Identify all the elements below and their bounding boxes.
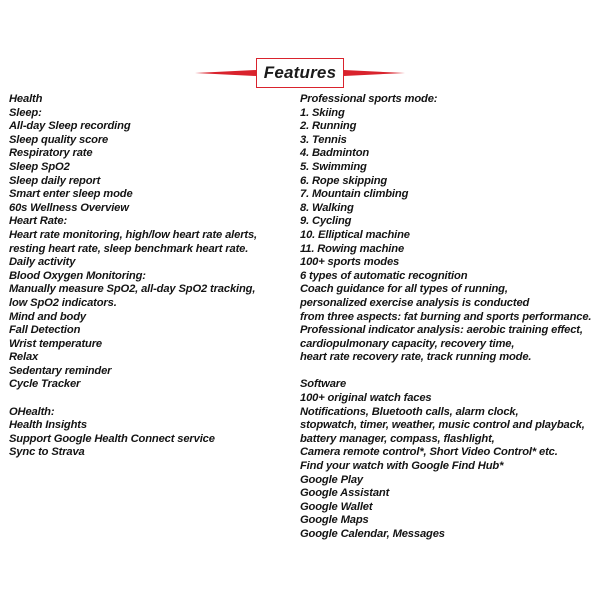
feature-line: 2. Running xyxy=(300,120,357,133)
feature-line: Fall Detection xyxy=(9,324,81,337)
feature-line: Relax xyxy=(9,351,39,364)
sports-software-features-column xyxy=(300,93,598,542)
feature-line: low SpO2 indicators. xyxy=(9,296,117,309)
health-features-column xyxy=(9,93,294,460)
features-header xyxy=(0,50,600,96)
feature-line: Daily activity xyxy=(9,256,76,269)
feature-line: 100+ original watch faces xyxy=(300,392,432,405)
feature-line: Cycle Tracker xyxy=(9,378,81,391)
title-box xyxy=(256,58,344,88)
feature-line: Sedentary reminder xyxy=(9,364,112,377)
feature-line: Google Wallet xyxy=(300,500,373,513)
feature-line: Camera remote control*, Short Video Control* etc. xyxy=(300,446,558,459)
feature-line: stopwatch, timer, weather, music control and playback, xyxy=(300,419,585,432)
feature-line: heart rate recovery rate, track running mode. xyxy=(300,351,532,364)
feature-line: All-day Sleep recording xyxy=(9,120,131,133)
feature-line: Sleep daily report xyxy=(9,174,101,187)
feature-line: Sleep quality score xyxy=(9,133,109,146)
feature-line: Mind and body xyxy=(9,310,86,323)
feature-line: Professional indicator analysis: aerobic training effect, xyxy=(300,324,583,337)
right-red-swoosh xyxy=(344,70,405,76)
spacer-line xyxy=(300,365,598,379)
feature-line: 10. Elliptical machine xyxy=(300,228,410,241)
feature-line: 8. Walking xyxy=(300,201,354,214)
page-title: Features xyxy=(263,63,337,82)
feature-line: Health Insights xyxy=(9,419,87,432)
feature-line: Google Calendar, Messages xyxy=(300,528,445,540)
feature-line: Notifications, Bluetooth calls, alarm clock, xyxy=(300,405,519,418)
feature-line: resting heart rate, sleep benchmark heart rate. xyxy=(9,242,249,255)
feature-line: Heart Rate: xyxy=(9,215,68,228)
spacer-line xyxy=(9,392,294,406)
feature-line: Support Google Health Connect service xyxy=(9,432,215,445)
feature-line: personalized exercise analysis is conducted xyxy=(300,296,530,309)
feature-line: 100+ sports modes xyxy=(300,256,400,269)
feature-line: Google Play xyxy=(300,473,364,486)
feature-line: Wrist temperature xyxy=(9,337,102,350)
feature-line: 6. Rope skipping xyxy=(300,174,388,187)
feature-line: 7. Mountain climbing xyxy=(300,188,409,201)
feature-line: 9. Cycling xyxy=(300,215,352,228)
feature-line: OHealth: xyxy=(9,405,55,418)
feature-line: Google Assistant xyxy=(300,487,390,500)
feature-line: 5. Swimming xyxy=(300,160,367,173)
feature-line: battery manager, compass, flashlight, xyxy=(300,432,495,445)
feature-line: Sleep: xyxy=(9,106,42,119)
feature-line: Google Maps xyxy=(300,514,369,527)
feature-line: Sync to Strava xyxy=(9,446,85,459)
feature-line: Respiratory rate xyxy=(9,147,93,160)
feature-line: 60s Wellness Overview xyxy=(9,201,129,214)
left-red-swoosh xyxy=(195,70,256,76)
feature-line: Health xyxy=(9,93,43,105)
feature-line: Smart enter sleep mode xyxy=(9,188,133,201)
feature-line: Blood Oxygen Monitoring: xyxy=(9,269,146,282)
feature-line: 6 types of automatic recognition xyxy=(300,269,468,282)
feature-line: Heart rate monitoring, high/low heart rate alerts, xyxy=(9,228,257,241)
feature-line: Software xyxy=(300,378,347,391)
feature-line: from three aspects: fat burning and sports performance. xyxy=(300,310,592,323)
feature-line: 1. Skiing xyxy=(300,106,345,119)
feature-line: Sleep SpO2 xyxy=(9,160,70,173)
feature-line: 4. Badminton xyxy=(300,147,370,160)
feature-line: cardiopulmonary capacity, recovery time, xyxy=(300,337,515,350)
feature-line: Find your watch with Google Find Hub* xyxy=(300,460,504,473)
feature-line: Professional sports mode: xyxy=(300,93,438,105)
feature-line: Coach guidance for all types of running, xyxy=(300,283,508,296)
feature-line: 11. Rowing machine xyxy=(300,242,405,255)
feature-line: Manually measure SpO2, all-day SpO2 tracking, xyxy=(9,283,256,296)
feature-line: 3. Tennis xyxy=(300,133,347,146)
